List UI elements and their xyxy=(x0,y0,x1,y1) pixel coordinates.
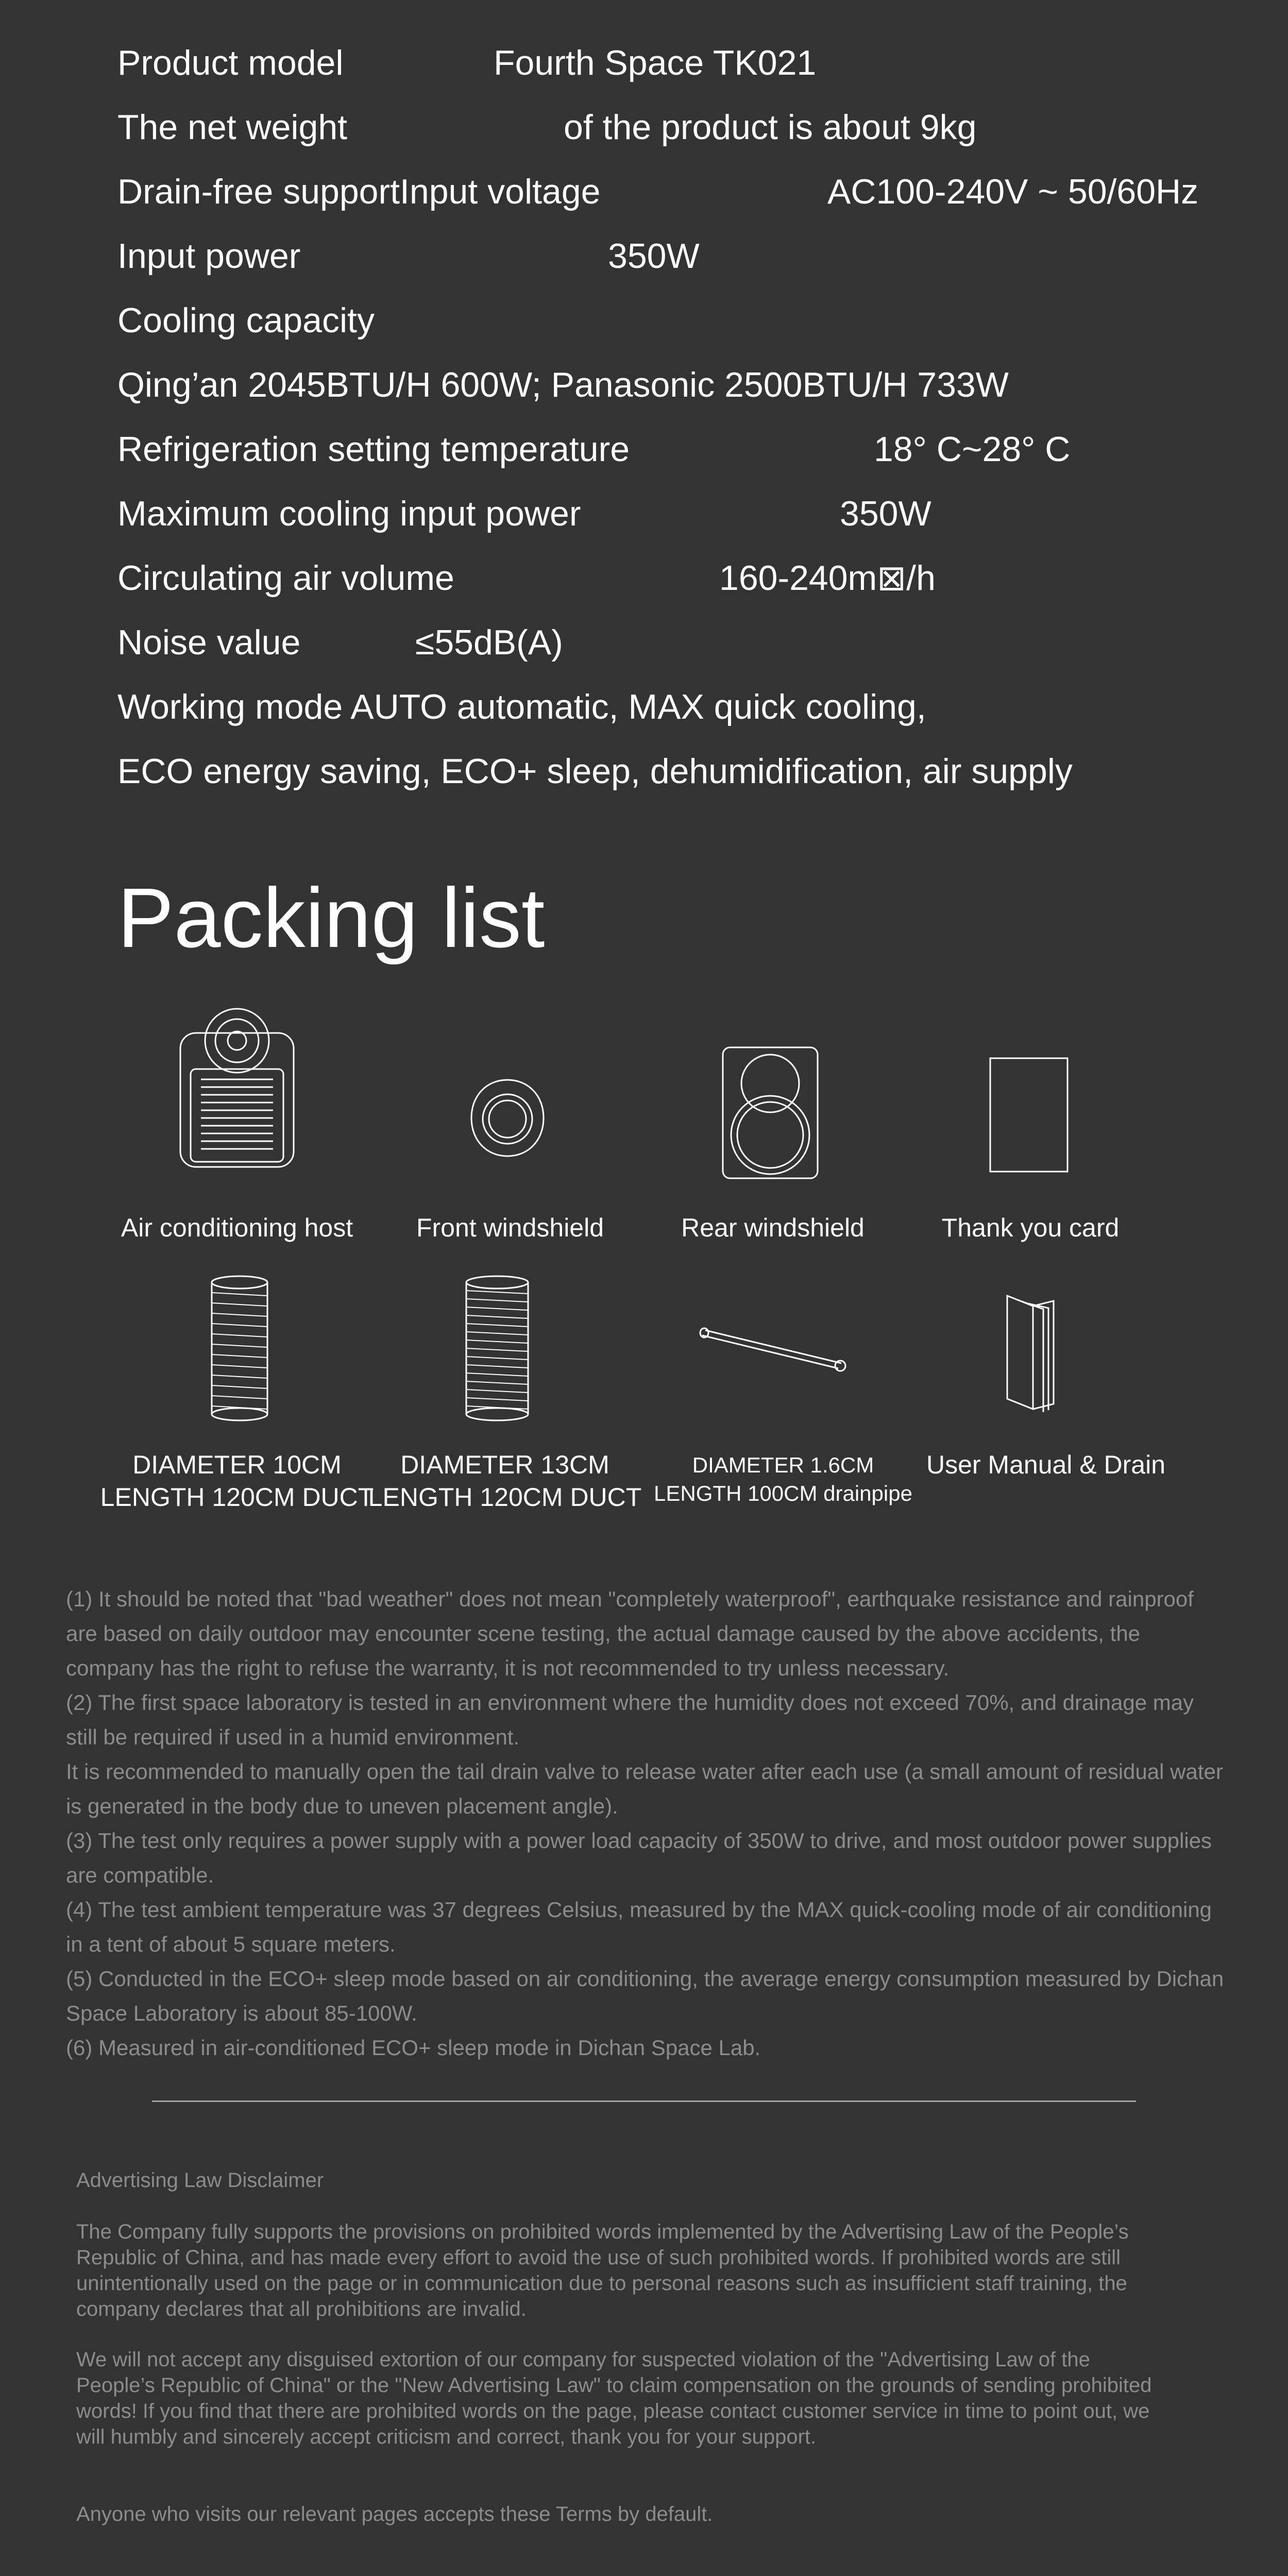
divider xyxy=(152,2100,1136,2102)
disclaimer-paragraph-1 xyxy=(76,2219,1168,2322)
disclaimer-paragraph-3 xyxy=(76,2501,1168,2527)
disclaimer-title-text: Advertising Law Disclaimer xyxy=(76,2169,324,2192)
manual-icon xyxy=(1002,1291,1059,1414)
footnote-2: (2) The first space laboratory is tested in an environment where the humidity does not exceed 70%, and drainage may still be required if used in a humid environment. xyxy=(66,1690,1194,1749)
spec-label-voltage: Drain-free supportInput voltage xyxy=(117,172,601,211)
spec-value-weight: of the product is about 9kg xyxy=(564,108,977,147)
footnote-3: (3) The test only requires a power supply with a power load capacity of 350W to drive, and most outdoor power supplies are compatible. xyxy=(66,1828,1212,1887)
spec-label-cooling-detail: Qing’an 2045BTU/H 600W; Panasonic 2500BTU/H 733W xyxy=(117,365,1009,404)
duct-icon xyxy=(464,1275,531,1422)
spec-label-temperature: Refrigeration setting temperature xyxy=(117,430,630,469)
spec-value-model: Fourth Space TK021 xyxy=(494,43,817,82)
footnote-5: (5) Conducted in the ECO+ sleep mode based on air conditioning, the average energy consumption measured by Dichan Space Laboratory is about 85-100W. xyxy=(66,1967,1224,2025)
spec-label-working-mode: Working mode AUTO automatic, MAX quick cooling, xyxy=(117,687,926,726)
item-label-card: Thank you card xyxy=(941,1213,1120,1242)
spec-value-air-volume: 160-240m⊠/h xyxy=(719,558,936,598)
disclaimer-paragraph-2 xyxy=(76,2347,1168,2450)
spec-label-cooling-capacity: Cooling capacity xyxy=(117,301,375,340)
spec-value-max-power: 350W xyxy=(840,494,931,533)
item-label-manual: User Manual & Drain xyxy=(926,1450,1166,1479)
disclaimer-paragraph-1-text: The Company fully supports the provisions on prohibited words implemented by the Advertising Law of the People’s Republic of China, and has made every effort to avoid the use of such prohibited words. If prohibited words are still unintentionally used on the page or in communication due to personal reasons such as insufficient staff training, the company declares that all prohibitions are invalid. xyxy=(76,2221,1129,2320)
footnote-1: (1) It should be noted that "bad weather" does not mean "completely waterproof", earthquake resistance and rainproof are based on daily outdoor may encounter scene testing, the actual damage caused by the above accidents, the company has the right to refuse the warranty, it is not recommended to try unless necessary. xyxy=(66,1587,1194,1680)
spec-label-working-mode-cont: ECO energy saving, ECO+ sleep, dehumidification, air supply xyxy=(117,752,1073,791)
spec-label-weight: The net weight xyxy=(117,108,348,147)
item-label-duct-13-line1: DIAMETER 13CM xyxy=(400,1450,609,1479)
spec-value-temperature: 18° C~28° C xyxy=(874,430,1071,469)
spec-label-input-power: Input power xyxy=(117,236,301,276)
item-label-drainpipe-line1: DIAMETER 1.6CM xyxy=(692,1453,874,1477)
footnotes xyxy=(66,1582,1230,2065)
card-icon xyxy=(988,1056,1071,1175)
item-label-host: Air conditioning host xyxy=(121,1213,353,1242)
front-windshield-icon xyxy=(466,1077,549,1159)
item-label-duct-13-line2: LENGTH 120CM DUCT xyxy=(368,1483,642,1512)
spec-label-noise: Noise value xyxy=(117,623,301,662)
item-label-drainpipe-line2: LENGTH 100CM drainpipe xyxy=(654,1481,912,1505)
disclaimer-paragraph-2-text: We will not accept any disguised extortion of our company for suspected violation of the "Advertising Law of the People’s Republic of China" or the "New Advertising Law" to claim compensation on the grounds of sending prohibited words! If you find that there are prohibited words on the page, please contact customer service in time to point out, we will humbly and sincerely accept criticism and correct, thank you for your support. xyxy=(76,2348,1152,2448)
rear-windshield-icon xyxy=(719,1043,822,1182)
disclaimer-paragraph-3-text: Anyone who visits our relevant pages accepts these Terms by default. xyxy=(76,2503,713,2526)
spec-value-voltage: AC100-240V ~ 50/60Hz xyxy=(827,172,1199,211)
drainpipe-icon xyxy=(698,1324,850,1373)
footnote-2-recommendation: It is recommended to manually open the tail drain valve to release water after each use (a small amount of residual water is generated in the body due to uneven placement angle). xyxy=(66,1759,1223,1818)
item-label-front-windshield: Front windshield xyxy=(416,1213,604,1242)
spec-label-model: Product model xyxy=(117,43,344,82)
item-label-duct-10-line2: LENGTH 120CM DUCT xyxy=(100,1483,374,1512)
item-label-rear-windshield: Rear windshield xyxy=(681,1213,865,1242)
spec-value-noise: ≤55dB(A) xyxy=(415,623,563,662)
spec-label-max-power: Maximum cooling input power xyxy=(117,494,581,533)
disclaimer-title xyxy=(76,2167,1168,2193)
duct-icon xyxy=(209,1275,270,1422)
footnote-6: (6) Measured in air-conditioned ECO+ sleep mode in Dichan Space Lab. xyxy=(66,2036,761,2060)
spec-value-input-power: 350W xyxy=(608,236,700,276)
item-label-duct-10-line1: DIAMETER 10CM xyxy=(132,1450,342,1479)
footnote-4: (4) The test ambient temperature was 37 degrees Celsius, measured by the MAX quick-cooling mode of air conditioning in a tent of about 5 square meters. xyxy=(66,1897,1212,1956)
packing-list-title: Packing list xyxy=(117,871,545,965)
air-conditioner-icon xyxy=(170,1002,304,1172)
spec-label-air-volume: Circulating air volume xyxy=(117,558,454,598)
